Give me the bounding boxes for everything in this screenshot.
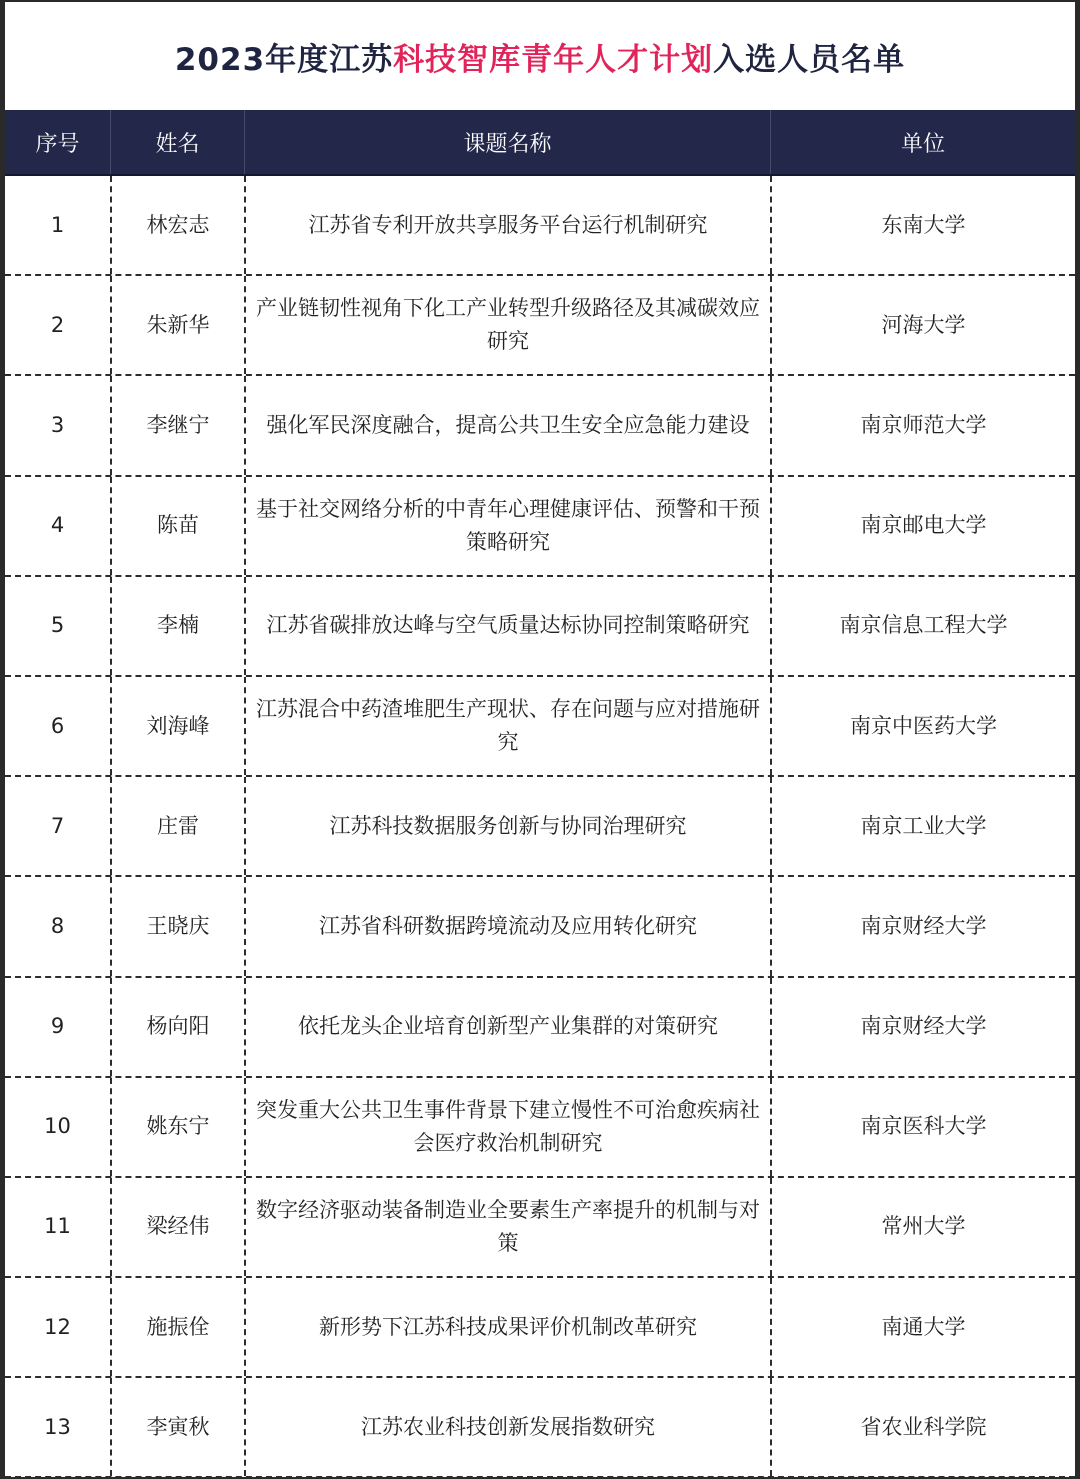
table-row	[5, 677, 1075, 777]
cell-no: 12	[44, 1314, 71, 1339]
cell-unit: 南京医科大学	[770, 1078, 1075, 1176]
cell-no: 13	[44, 1414, 71, 1439]
cell-no: 8	[50, 913, 65, 938]
cell-topic: 江苏科技数据服务创新与协同治理研究	[244, 777, 770, 875]
cell-no: 2	[50, 312, 65, 337]
cell-topic: 江苏农业科技创新发展指数研究	[244, 1378, 770, 1476]
table-row	[5, 1278, 1075, 1378]
cell-no: 1	[50, 212, 65, 237]
cell-name: 陈苗	[110, 477, 244, 575]
cell-topic: 基于社交网络分析的中青年心理健康评估、预警和干预策略研究	[244, 477, 770, 575]
cell-name: 姚东宁	[110, 1078, 244, 1176]
table-row	[5, 1378, 1075, 1478]
cell-unit: 南京财经大学	[770, 978, 1075, 1076]
cell-name: 施振佺	[110, 1278, 244, 1376]
cell-no: 5	[50, 613, 65, 638]
table-row	[5, 176, 1075, 276]
table-row	[5, 978, 1075, 1078]
cell-unit: 常州大学	[770, 1178, 1075, 1276]
cell-topic: 新形势下江苏科技成果评价机制改革研究	[244, 1278, 770, 1376]
cell-unit: 南京财经大学	[770, 877, 1075, 975]
cell-unit: 东南大学	[770, 176, 1075, 274]
table-row	[5, 276, 1075, 376]
header-unit: 单位	[770, 110, 1075, 174]
cell-no: 6	[50, 713, 65, 738]
cell-name: 朱新华	[110, 276, 244, 374]
page-title	[5, 2, 1075, 110]
cell-name: 王晓庆	[110, 877, 244, 975]
table-row	[5, 376, 1075, 476]
cell-name: 刘海峰	[110, 677, 244, 775]
table-row	[5, 1178, 1075, 1278]
cell-topic: 江苏省碳排放达峰与空气质量达标协同控制策略研究	[244, 577, 770, 675]
cell-unit: 南京信息工程大学	[770, 577, 1075, 675]
cell-unit: 河海大学	[770, 276, 1075, 374]
header-topic: 课题名称	[244, 110, 770, 174]
cell-name: 梁经伟	[110, 1178, 244, 1276]
cell-topic: 数字经济驱动装备制造业全要素生产率提升的机制与对策	[244, 1178, 770, 1276]
cell-unit: 省农业科学院	[770, 1378, 1075, 1476]
cell-topic: 突发重大公共卫生事件背景下建立慢性不可治愈疾病社会医疗救治机制研究	[244, 1078, 770, 1176]
cell-no: 9	[50, 1014, 65, 1039]
title-highlight: 科技智库青年人才计划	[393, 41, 714, 78]
cell-topic: 江苏混合中药渣堆肥生产现状、存在问题与应对措施研究	[244, 677, 770, 775]
cell-name: 李继宁	[110, 376, 244, 474]
table-row	[5, 877, 1075, 977]
cell-topic: 产业链韧性视角下化工产业转型升级路径及其减碳效应研究	[244, 276, 770, 374]
cell-unit: 南通大学	[770, 1278, 1075, 1376]
cell-topic: 依托龙头企业培育创新型产业集群的对策研究	[244, 978, 770, 1076]
cell-no: 7	[50, 813, 65, 838]
cell-no: 10	[44, 1114, 71, 1139]
cell-topic: 江苏省专利开放共享服务平台运行机制研究	[244, 176, 770, 274]
cell-no: 4	[50, 513, 65, 538]
cell-unit: 南京师范大学	[770, 376, 1075, 474]
cell-name: 李楠	[110, 577, 244, 675]
cell-unit: 南京工业大学	[770, 777, 1075, 875]
cell-no: 11	[44, 1214, 71, 1239]
table-body	[5, 176, 1075, 1478]
cell-name: 庄雷	[110, 777, 244, 875]
title-suffix: 入选人员名单	[713, 41, 906, 78]
table-header	[5, 110, 1075, 176]
cell-unit: 南京邮电大学	[770, 477, 1075, 575]
title-prefix: 2023年度江苏	[174, 41, 394, 78]
cell-no: 3	[50, 412, 65, 437]
cell-topic: 强化军民深度融合，提高公共卫生安全应急能力建设	[244, 376, 770, 474]
cell-name: 李寅秋	[110, 1378, 244, 1476]
cell-topic: 江苏省科研数据跨境流动及应用转化研究	[244, 877, 770, 975]
cell-name: 杨向阳	[110, 978, 244, 1076]
table-row	[5, 477, 1075, 577]
cell-unit: 南京中医药大学	[770, 677, 1075, 775]
table-row	[5, 577, 1075, 677]
cell-name: 林宏志	[110, 176, 244, 274]
table-row	[5, 777, 1075, 877]
header-name: 姓名	[110, 110, 244, 174]
header-no: 序号	[35, 131, 80, 157]
table-row	[5, 1078, 1075, 1178]
